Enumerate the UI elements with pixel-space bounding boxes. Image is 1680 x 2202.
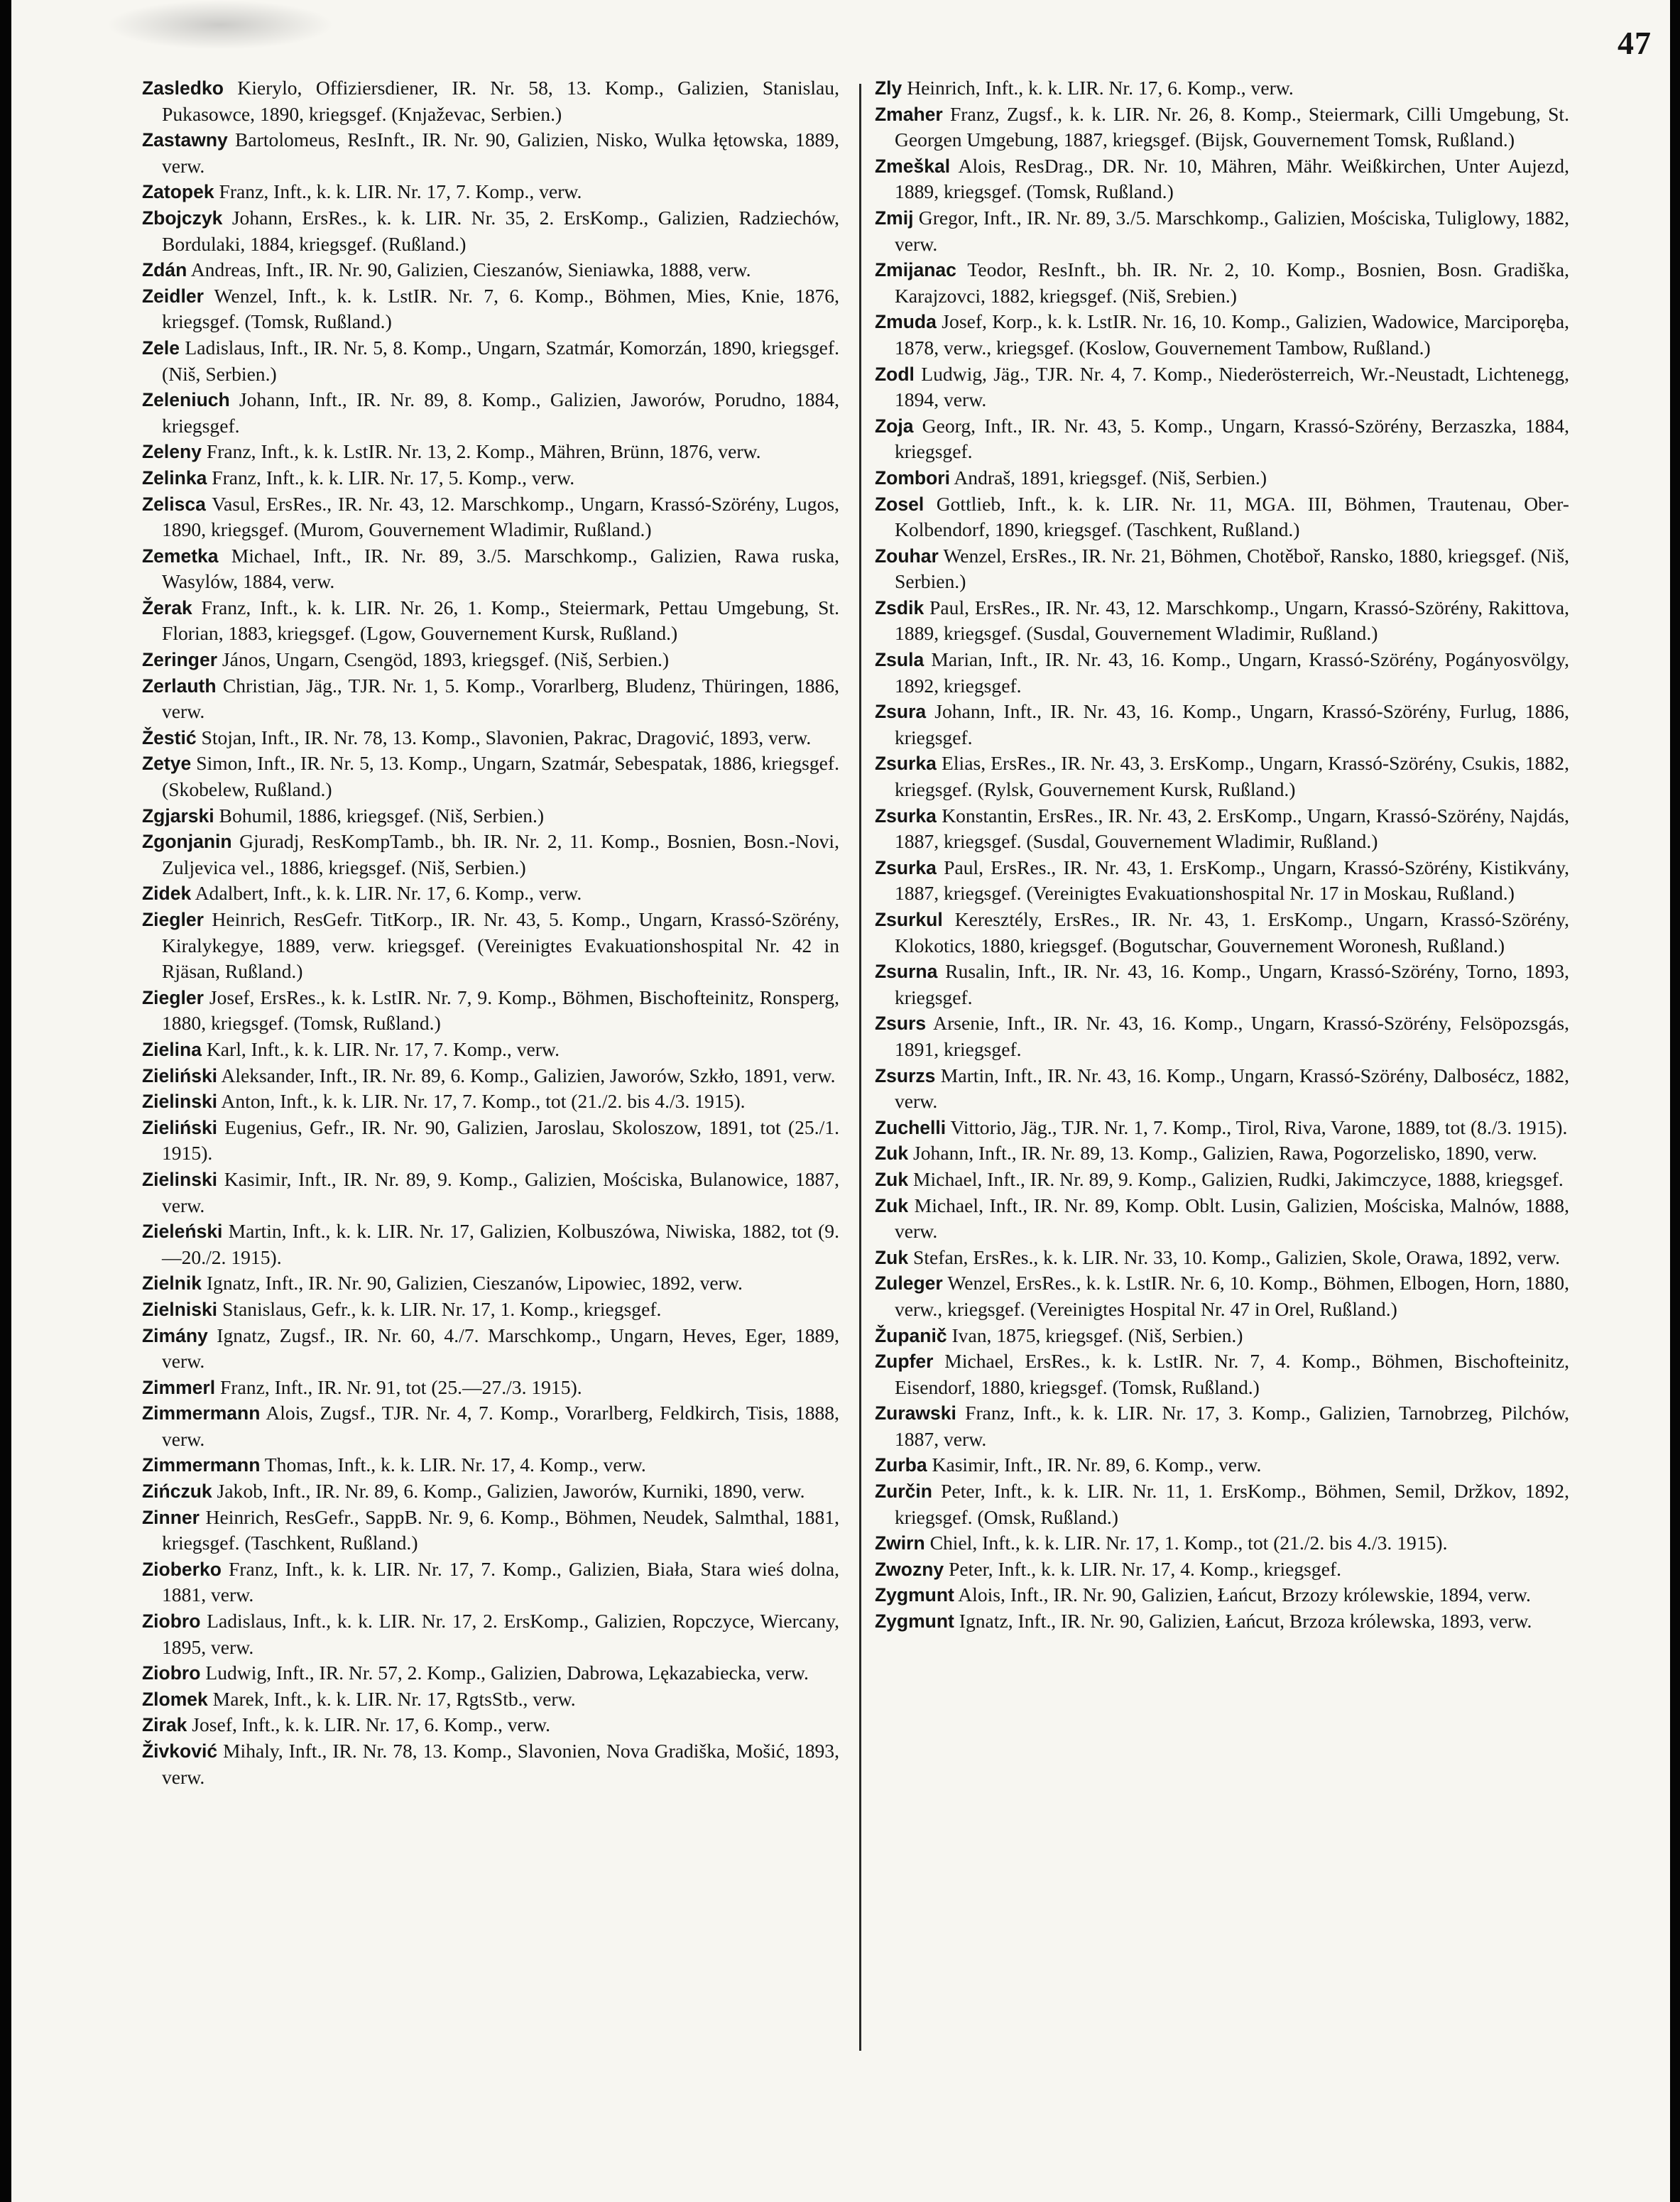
list-entry xyxy=(142,127,839,179)
entry-details: Johann, Inft., IR. Nr. 43, 16. Komp., Ungarn, Krassó-Szörény, Furlug, 1886, kriegsgef. xyxy=(895,700,1569,748)
entry-details: Franz, Inft., IR. Nr. 91, tot (25.—27./3. 1915). xyxy=(215,1375,582,1398)
list-entry xyxy=(875,257,1569,309)
entry-details: Elias, ErsRes., IR. Nr. 43, 3. ErsKomp., Ungarn, Krassó-Szörény, Csukis, 1882, kriegsgef. (Rylsk, Gouvernement Kursk, Rußland.) xyxy=(895,752,1569,801)
entry-surname: Zielina xyxy=(142,1038,202,1060)
entry-surname: Zlomek xyxy=(142,1688,208,1710)
entry-details: Bartolomeus, ResInft., IR. Nr. 90, Galizien, Nisko, Wulka łętowska, 1889, verw. xyxy=(162,129,839,177)
list-entry xyxy=(142,985,839,1037)
entry-surname: Žestić xyxy=(142,726,197,748)
entry-surname: Zimmermann xyxy=(142,1402,261,1424)
list-entry xyxy=(142,1660,839,1686)
entry-details: Wenzel, Inft., k. k. LstIR. Nr. 7, 6. Komp., Böhmen, Mies, Knie, 1876, kriegsgef. (Tomsk, Rußland.) xyxy=(162,284,839,333)
entry-surname: Žerak xyxy=(142,596,192,618)
entry-surname: Zsurka xyxy=(875,856,937,878)
entry-surname: Zemetka xyxy=(142,545,219,567)
list-entry xyxy=(875,1010,1569,1062)
list-entry xyxy=(142,1738,839,1790)
entry-surname: Zodl xyxy=(875,363,915,385)
entry-details: Gregor, Inft., IR. Nr. 89, 3./5. Marschkomp., Galizien, Mościska, Tuliglowy, 1882, verw. xyxy=(895,206,1569,255)
entry-details: Ludwig, Inft., IR. Nr. 57, 2. Komp., Galizien, Dabrowa, Lękazabiecka, verw. xyxy=(200,1662,809,1684)
entry-surname: Zioberko xyxy=(142,1558,222,1580)
entry-details: Ivan, 1875, kriegsgef. (Niš, Serbien.) xyxy=(947,1324,1243,1346)
list-entry xyxy=(875,751,1569,802)
entry-surname: Zmuda xyxy=(875,311,937,333)
list-entry xyxy=(142,543,839,595)
list-entry xyxy=(142,335,839,387)
list-entry xyxy=(142,491,839,543)
entry-details: Michael, Inft., IR. Nr. 89, Komp. Oblt. Lusin, Galizien, Mościska, Malnów, 1888, verw. xyxy=(895,1194,1569,1243)
list-entry xyxy=(142,673,839,725)
entry-details: Martin, Inft., IR. Nr. 43, 16. Komp., Ungarn, Krassó-Szörény, Dalbosécz, 1882, verw. xyxy=(895,1064,1569,1113)
entry-surname: Zieleński xyxy=(142,1221,223,1243)
list-entry xyxy=(875,102,1569,153)
entry-details: Franz, Inft., k. k. LIR. Nr. 17, 5. Komp., verw. xyxy=(207,466,575,489)
list-entry xyxy=(142,465,839,491)
entry-details: Ignatz, Zugsf., IR. Nr. 60, 4./7. Marschkomp., Ungarn, Heves, Eger, 1889, verw. xyxy=(162,1324,839,1373)
list-entry xyxy=(875,1530,1569,1557)
entry-surname: Zsura xyxy=(875,701,927,723)
entry-surname: Zielinski xyxy=(142,1168,218,1190)
entry-details: Mihaly, Inft., IR. Nr. 78, 13. Komp., Slavonien, Nova Gradiška, Mošić, 1893, verw. xyxy=(162,1740,839,1788)
entry-surname: Zuleger xyxy=(875,1272,943,1295)
entry-surname: Zirak xyxy=(142,1714,187,1736)
list-entry xyxy=(875,647,1569,699)
list-entry xyxy=(142,1270,839,1297)
entry-surname: Ziegler xyxy=(142,909,204,930)
entry-details: Franz, Inft., k. k. LIR. Nr. 17, 7. Komp., verw. xyxy=(214,180,582,203)
list-entry xyxy=(875,1193,1569,1245)
entry-surname: Zielniski xyxy=(142,1298,218,1320)
entry-surname: Zuk xyxy=(875,1168,909,1190)
list-entry xyxy=(875,1452,1569,1478)
entry-details: Simon, Inft., IR. Nr. 5, 13. Komp., Ungarn, Szatmár, Sebespatak, 1886, kriegsgef. (Skobelew, Rußland.) xyxy=(162,752,839,801)
entry-details: Chiel, Inft., k. k. LIR. Nr. 17, 1. Komp., tot (21./2. bis 4./3. 1915). xyxy=(924,1532,1448,1554)
entry-details: Heinrich, ResGefr. TitKorp., IR. Nr. 43, 5. Komp., Ungarn, Krassó-Szörény, Kiralykegye, 1889, verw. kriegsgef. (Vereinigtes Evakuationshospital Nr. 42 in Rjäsan, Rußland.) xyxy=(162,908,839,983)
entry-surname: Zinner xyxy=(142,1506,200,1528)
entry-details: Kasimir, Inft., IR. Nr. 89, 9. Komp., Galizien, Mościska, Bulanowice, 1887, verw. xyxy=(162,1167,839,1216)
list-entry xyxy=(142,907,839,985)
entry-surname: Zsdik xyxy=(875,596,924,618)
list-entry xyxy=(875,1063,1569,1115)
entry-details: Michael, ErsRes., k. k. LstIR. Nr. 7, 4. Komp., Böhmen, Bischofteinitz, Eisendorf, 1880, kriegsgef. (Tomsk, Rußland.) xyxy=(895,1350,1569,1398)
entry-surname: Zsurkul xyxy=(875,909,943,930)
entry-surname: Zmijanac xyxy=(875,259,956,281)
entry-surname: Zsurka xyxy=(875,753,937,775)
entry-surname: Zwozny xyxy=(875,1558,944,1580)
entry-surname: Zouhar xyxy=(875,545,939,567)
entry-details: Martin, Inft., k. k. LIR. Nr. 17, Galizien, Kolbuszówa, Niwiska, 1882, tot (9.—20./2. 1915). xyxy=(162,1220,839,1268)
entry-surname: Zurawski xyxy=(875,1402,956,1424)
list-entry xyxy=(875,361,1569,413)
entry-surname: Ziobro xyxy=(142,1610,201,1633)
entry-surname: Zsula xyxy=(875,649,924,671)
list-entry xyxy=(142,647,839,673)
entry-details: Vasul, ErsRes., IR. Nr. 43, 12. Marschkomp., Ungarn, Krassó-Szörény, Lugos, 1890, kriegsgef. (Murom, Gouvernement Wladimir, Rußland.) xyxy=(162,492,839,541)
entry-surname: Zimmermann xyxy=(142,1454,261,1476)
page-number: 47 xyxy=(1618,25,1652,61)
entry-surname: Zasledko xyxy=(142,77,224,99)
list-entry xyxy=(142,1505,839,1557)
entry-surname: Zsurzs xyxy=(875,1064,936,1086)
entry-details: Karl, Inft., k. k. LIR. Nr. 17, 7. Komp., verw. xyxy=(201,1037,560,1060)
entry-surname: Zygmunt xyxy=(875,1584,954,1606)
entry-surname: Zoja xyxy=(875,415,914,437)
entry-details: Franz, Inft., k. k. LIR. Nr. 17, 7. Komp., Galizien, Biała, Stara wieś dolna, 1881, verw. xyxy=(162,1557,839,1606)
entry-surname: Zatopek xyxy=(142,181,214,203)
entry-details: Thomas, Inft., k. k. LIR. Nr. 17, 4. Komp., verw. xyxy=(260,1454,646,1476)
entry-surname: Zwirn xyxy=(875,1532,925,1554)
entry-details: Jakob, Inft., IR. Nr. 89, 6. Komp., Galizien, Jaworów, Kurniki, 1890, verw. xyxy=(212,1480,805,1503)
entry-surname: Zielinski xyxy=(142,1091,218,1113)
entry-surname: Zimány xyxy=(142,1324,208,1346)
list-entry xyxy=(875,1478,1569,1530)
list-entry xyxy=(142,803,839,829)
entry-surname: Zombori xyxy=(875,467,950,489)
list-entry xyxy=(875,1608,1569,1635)
entry-surname: Ziobro xyxy=(142,1662,201,1684)
entry-surname: Zelisca xyxy=(142,493,206,515)
column-divider xyxy=(859,84,861,2051)
entry-details: Marian, Inft., IR. Nr. 43, 16. Komp., Ungarn, Krassó-Szörény, Pogányosvölgy, 1892, kriegsgef. xyxy=(895,648,1569,697)
entry-details: Peter, Inft., k. k. LIR. Nr. 11, 1. ErsKomp., Böhmen, Semil, Držkov, 1892, kriegsgef. (Omsk, Rußland.) xyxy=(895,1480,1569,1528)
entry-details: Franz, Inft., k. k. LIR. Nr. 26, 1. Komp., Steiermark, Pettau Umgebung, St. Florian, 1883, kriegsgef. (Lgow, Gouvernement Kursk, Rußland.) xyxy=(162,596,839,645)
list-entry xyxy=(142,1089,839,1115)
entry-surname: Ziegler xyxy=(142,986,204,1008)
entry-surname: Zeleny xyxy=(142,441,202,463)
entry-details: Gjuradj, ResKompTamb., bh. IR. Nr. 2, 11. Komp., Bosnien, Bosn.-Novi, Zuljevica vel., 1886, kriegsgef. (Niš, Serbien.) xyxy=(162,830,839,878)
entry-details: Ludwig, Jäg., TJR. Nr. 4, 7. Komp., Niederösterreich, Wr.-Neustadt, Lichtenegg, 1894, verw. xyxy=(895,362,1569,411)
entry-details: Michael, Inft., IR. Nr. 89, 9. Komp., Galizien, Rudki, Jakimczyce, 1888, kriegsgef. xyxy=(908,1167,1564,1190)
list-entry xyxy=(875,543,1569,595)
list-entry xyxy=(142,387,839,439)
list-entry xyxy=(142,283,839,335)
list-entry xyxy=(875,595,1569,647)
left-column xyxy=(142,75,839,1790)
entry-surname: Zuk xyxy=(875,1143,909,1165)
entry-details: Paul, ErsRes., IR. Nr. 43, 12. Marschkomp., Ungarn, Krassó-Szörény, Rakittova, 1889, kriegsgef. (Susdal, Gouvernement Wladimir, Rußland.) xyxy=(895,596,1569,645)
list-entry xyxy=(875,1270,1569,1322)
entry-details: Rusalin, Inft., IR. Nr. 43, 16. Komp., Ungarn, Krassó-Szörény, Torno, 1893, kriegsgef. xyxy=(895,960,1569,1008)
list-entry xyxy=(875,491,1569,543)
list-entry xyxy=(142,1478,839,1505)
list-entry xyxy=(875,1582,1569,1608)
entry-details: Josef, Inft., k. k. LIR. Nr. 17, 6. Komp., verw. xyxy=(187,1713,551,1736)
list-entry xyxy=(142,1608,839,1660)
entry-details: Alois, Zugsf., TJR. Nr. 4, 7. Komp., Vorarlberg, Feldkirch, Tisis, 1888, verw. xyxy=(162,1402,839,1450)
list-entry xyxy=(875,1348,1569,1400)
entry-surname: Zińczuk xyxy=(142,1481,212,1503)
entry-details: Franz, Zugsf., k. k. LIR. Nr. 26, 8. Komp., Steiermark, Cilli Umgebung, St. Georgen Umgebung, 1887, kriegsgef. (Bijsk, Gouvernement Tomsk, Rußland.) xyxy=(895,102,1569,151)
entry-surname: Zurčin xyxy=(875,1481,932,1503)
entry-surname: Zeringer xyxy=(142,649,218,671)
entry-surname: Zbojczyk xyxy=(142,207,223,229)
list-entry xyxy=(875,205,1569,257)
entry-details: Ladislaus, Inft., IR. Nr. 5, 8. Komp., Ungarn, Szatmár, Komorzán, 1890, kriegsgef. (Niš, Serbien.) xyxy=(162,336,839,385)
entry-surname: Zieliński xyxy=(142,1064,218,1086)
entry-details: Eugenius, Gefr., IR. Nr. 90, Galizien, Jaroslau, Skoloszow, 1891, tot (25./1. 1915). xyxy=(162,1116,839,1165)
entry-surname: Zeidler xyxy=(142,285,204,307)
list-entry xyxy=(142,1063,839,1089)
scan-border-right xyxy=(1670,0,1680,2202)
list-entry xyxy=(142,1037,839,1063)
list-entry xyxy=(142,881,839,907)
entry-details: Heinrich, Inft., k. k. LIR. Nr. 17, 6. Komp., verw. xyxy=(902,77,1294,99)
entry-details: János, Ungarn, Csengöd, 1893, kriegsgef. (Niš, Serbien.) xyxy=(217,648,670,671)
entry-details: Stanislaus, Gefr., k. k. LIR. Nr. 17, 1. Komp., kriegsgef. xyxy=(217,1297,662,1320)
entry-details: Anton, Inft., k. k. LIR. Nr. 17, 7. Komp., tot (21./2. bis 4./3. 1915). xyxy=(217,1090,746,1113)
list-entry xyxy=(142,257,839,283)
entry-details: Aleksander, Inft., IR. Nr. 89, 6. Komp., Galizien, Jaworów, Szkło, 1891, verw. xyxy=(217,1064,836,1086)
entry-surname: Zidek xyxy=(142,883,192,905)
entry-details: Johann, Inft., IR. Nr. 89, 13. Komp., Galizien, Rawa, Pogorzelisko, 1890, verw. xyxy=(908,1142,1537,1165)
entry-surname: Zerlauth xyxy=(142,675,217,697)
list-entry xyxy=(142,1167,839,1219)
list-entry xyxy=(875,1245,1569,1271)
list-entry xyxy=(142,829,839,881)
list-entry xyxy=(875,959,1569,1010)
entry-surname: Zeleniuch xyxy=(142,389,230,411)
list-entry xyxy=(875,75,1569,102)
entry-surname: Zmeškal xyxy=(875,155,951,177)
entry-details: Stefan, ErsRes., k. k. LIR. Nr. 33, 10. Komp., Galizien, Skole, Orawa, 1892, verw. xyxy=(908,1246,1560,1268)
entry-details: Ignatz, Inft., IR. Nr. 90, Galizien, Cieszanów, Lipowiec, 1892, verw. xyxy=(201,1272,743,1295)
list-entry xyxy=(142,179,839,205)
list-entry xyxy=(142,1375,839,1401)
entry-details: Franz, Inft., k. k. LstIR. Nr. 13, 2. Komp., Mähren, Brünn, 1876, verw. xyxy=(201,440,761,463)
entry-details: Gottlieb, Inft., k. k. LIR. Nr. 11, MGA. III, Böhmen, Trautenau, Ober-Kolbendorf, 1890, kriegsgef. (Taschkent, Rußland.) xyxy=(895,492,1569,541)
list-entry xyxy=(142,725,839,751)
entry-details: Georg, Inft., IR. Nr. 43, 5. Komp., Ungarn, Krassó-Szörény, Berzaszka, 1884, kriegsgef. xyxy=(895,414,1569,463)
entry-surname: Zsurs xyxy=(875,1013,927,1035)
list-entry xyxy=(875,1115,1569,1141)
list-entry xyxy=(875,465,1569,491)
entry-details: Ignatz, Inft., IR. Nr. 90, Galizien, Łańcut, Brzoza królewska, 1893, verw. xyxy=(954,1610,1532,1633)
entry-details: Christian, Jäg., TJR. Nr. 1, 5. Komp., Vorarlberg, Bludenz, Thüringen, 1886, verw. xyxy=(162,674,839,723)
entry-details: Michael, Inft., IR. Nr. 89, 3./5. Marschkomp., Galizien, Rawa ruska, Wasylów, 1884, verw. xyxy=(162,544,839,593)
list-entry xyxy=(142,1400,839,1452)
list-entry xyxy=(875,907,1569,959)
right-column xyxy=(875,75,1569,1635)
entry-surname: Zuchelli xyxy=(875,1116,947,1138)
entry-surname: Zdán xyxy=(142,259,187,281)
entry-details: Andraš, 1891, kriegsgef. (Niš, Serbien.) xyxy=(950,466,1267,489)
entry-details: Kasimir, Inft., IR. Nr. 89, 6. Komp., verw. xyxy=(927,1454,1262,1476)
entry-surname: Zgjarski xyxy=(142,805,214,827)
entry-details: Franz, Inft., k. k. LIR. Nr. 17, 3. Komp., Galizien, Tarnobrzeg, Pilchów, 1887, verw. xyxy=(895,1402,1569,1450)
list-entry xyxy=(875,1167,1569,1193)
list-entry xyxy=(875,803,1569,855)
entry-surname: Zetye xyxy=(142,753,192,775)
entry-details: Johann, ErsRes., k. k. LIR. Nr. 35, 2. ErsKomp., Galizien, Radziechów, Bordulaki, 1884, kriegsgef. (Rußland.) xyxy=(162,206,839,255)
list-entry xyxy=(875,1323,1569,1349)
list-entry xyxy=(875,1400,1569,1452)
entry-surname: Zygmunt xyxy=(875,1610,954,1633)
list-entry xyxy=(142,75,839,127)
entry-surname: Zsurna xyxy=(875,961,938,983)
list-entry xyxy=(875,1557,1569,1583)
entry-surname: Živković xyxy=(142,1740,218,1762)
list-entry xyxy=(875,153,1569,205)
list-entry xyxy=(142,595,839,647)
list-entry xyxy=(142,1297,839,1323)
entry-surname: Zelinka xyxy=(142,467,207,489)
entry-details: Arsenie, Inft., IR. Nr. 43, 16. Komp., Ungarn, Krassó-Szörény, Felsöpozsgás, 1891, kriegsgef. xyxy=(895,1012,1569,1060)
list-entry xyxy=(142,1219,839,1270)
entry-details: Alois, Inft., IR. Nr. 90, Galizien, Łańcut, Brzozy królewskie, 1894, verw. xyxy=(954,1584,1531,1606)
entry-surname: Zimmerl xyxy=(142,1376,216,1398)
scan-border-left xyxy=(0,0,11,2202)
entry-surname: Zuk xyxy=(875,1246,909,1268)
list-entry xyxy=(142,751,839,802)
entry-details: Josef, Korp., k. k. LstIR. Nr. 16, 10. Komp., Galizien, Wadowice, Marciporęba, 1878, verw., kriegsgef. (Koslow, Gouvernement Tambow, Rußland.) xyxy=(895,310,1569,359)
entry-surname: Zosel xyxy=(875,493,924,515)
entry-details: Alois, ResDrag., DR. Nr. 10, Mähren, Mähr. Weißkirchen, Unter Aujezd, 1889, kriegsgef. (Tomsk, Rußland.) xyxy=(895,154,1569,203)
entry-surname: Zuk xyxy=(875,1194,909,1216)
list-entry xyxy=(875,699,1569,751)
list-entry xyxy=(875,855,1569,907)
entry-surname: Zupfer xyxy=(875,1351,934,1373)
list-entry xyxy=(142,1452,839,1478)
entry-details: Heinrich, ResGefr., SappB. Nr. 9, 6. Komp., Böhmen, Neudek, Salmthal, 1881, kriegsgef. (Taschkent, Rußland.) xyxy=(162,1505,839,1554)
entry-surname: Zieliński xyxy=(142,1116,218,1138)
entry-surname: Županič xyxy=(875,1324,947,1346)
entry-surname: Zmij xyxy=(875,207,914,229)
entry-surname: Zielnik xyxy=(142,1272,202,1295)
entry-details: Andreas, Inft., IR. Nr. 90, Galizien, Cieszanów, Sieniawka, 1888, verw. xyxy=(187,258,751,281)
entry-details: Adalbert, Inft., k. k. LIR. Nr. 17, 6. Komp., verw. xyxy=(191,882,582,905)
entry-details: Paul, ErsRes., IR. Nr. 43, 1. ErsKomp., Ungarn, Krassó-Szörény, Kistikvány, 1887, kriegsgef. (Vereinigtes Evakuationshospital Nr. 17 in Moskau, Rußland.) xyxy=(895,856,1569,905)
list-entry xyxy=(142,1686,839,1713)
entry-details: Johann, Inft., IR. Nr. 89, 8. Komp., Galizien, Jaworów, Porudno, 1884, kriegsgef. xyxy=(162,388,839,437)
list-entry xyxy=(142,1557,839,1608)
entry-details: Kierylo, Offiziersdiener, IR. Nr. 58, 13. Komp., Galizien, Stanislau, Pukasowce, 1890, kriegsgef. (Knjaževac, Serbien.) xyxy=(162,77,839,125)
entry-surname: Zele xyxy=(142,337,180,359)
entry-details: Konstantin, ErsRes., IR. Nr. 43, 2. ErsKomp., Ungarn, Krassó-Szörény, Najdás, 1887, kriegsgef. (Susdal, Gouvernement Wladimir, Rußland.) xyxy=(895,804,1569,853)
entry-details: Ladislaus, Inft., k. k. LIR. Nr. 17, 2. ErsKomp., Galizien, Ropczyce, Wiercany, 1895, verw. xyxy=(162,1610,839,1658)
entry-details: Peter, Inft., k. k. LIR. Nr. 17, 4. Komp., kriegsgef. xyxy=(944,1557,1342,1580)
entry-details: Vittorio, Jäg., TJR. Nr. 1, 7. Komp., Tirol, Riva, Varone, 1889, tot (8./3. 1915). xyxy=(946,1116,1568,1138)
list-entry xyxy=(142,205,839,257)
entry-details: Bohumil, 1886, kriegsgef. (Niš, Serbien.) xyxy=(214,804,545,827)
entry-surname: Zly xyxy=(875,77,902,99)
entry-details: Wenzel, ErsRes., k. k. LstIR. Nr. 6, 10. Komp., Böhmen, Elbogen, Horn, 1880, verw., kriegsgef. (Vereinigtes Hospital Nr. 47 in Orel, Rußland.) xyxy=(895,1272,1569,1320)
list-entry xyxy=(142,1323,839,1375)
list-entry xyxy=(142,1115,839,1167)
entry-details: Stojan, Inft., IR. Nr. 78, 13. Komp., Slavonien, Pakrac, Dragović, 1893, verw. xyxy=(196,726,812,748)
list-entry xyxy=(875,413,1569,465)
entry-details: Teodor, ResInft., bh. IR. Nr. 2, 10. Komp., Bosnien, Bosn. Gradiška, Karajzovci, 1882, kriegsgef. (Niš, Srebien.) xyxy=(895,258,1569,307)
entry-details: Wenzel, ErsRes., IR. Nr. 21, Böhmen, Chotěboř, Ransko, 1880, kriegsgef. (Niš, Serbien.) xyxy=(895,544,1569,593)
list-entry xyxy=(875,1140,1569,1167)
entry-details: Marek, Inft., k. k. LIR. Nr. 17, RgtsStb., verw. xyxy=(207,1687,576,1710)
list-entry xyxy=(875,309,1569,361)
entry-details: Josef, ErsRes., k. k. LstIR. Nr. 7, 9. Komp., Böhmen, Bischofteinitz, Ronsperg, 1880, kriegsgef. (Tomsk, Rußland.) xyxy=(162,986,839,1035)
list-entry xyxy=(142,1712,839,1738)
entry-surname: Zsurka xyxy=(875,805,937,827)
entry-surname: Zmaher xyxy=(875,103,943,125)
entry-surname: Zurba xyxy=(875,1454,927,1476)
entry-surname: Zgonjanin xyxy=(142,831,232,853)
entry-surname: Zastawny xyxy=(142,129,228,151)
entry-details: Keresztély, ErsRes., IR. Nr. 43, 1. ErsKomp., Ungarn, Krassó-Szörény, Klokotics, 1880, kriegsgef. (Bogutschar, Gouvernement Woronesh, Rußland.) xyxy=(895,908,1569,956)
scan-shadow xyxy=(107,0,334,50)
list-entry xyxy=(142,439,839,465)
